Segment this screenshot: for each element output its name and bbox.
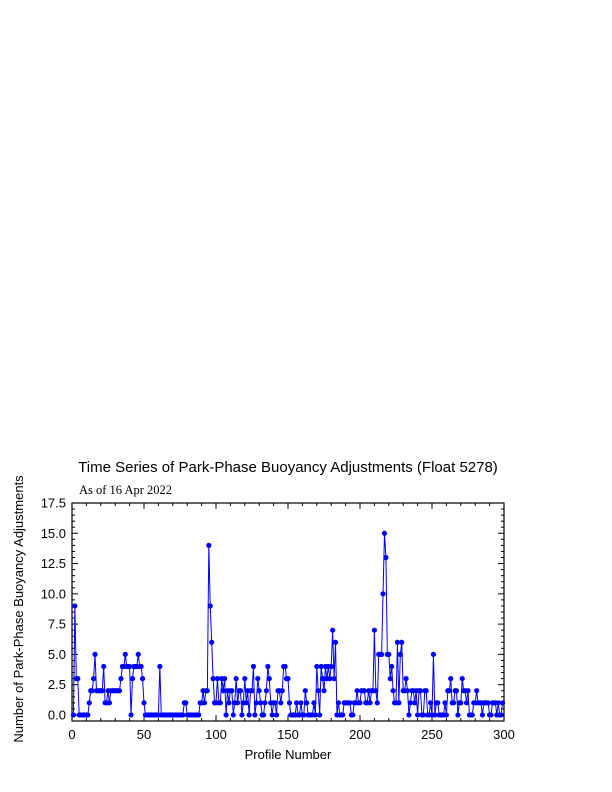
data-point bbox=[350, 712, 355, 717]
data-point bbox=[375, 700, 380, 705]
data-point bbox=[157, 664, 162, 669]
data-point bbox=[317, 712, 322, 717]
data-point bbox=[442, 700, 447, 705]
data-point bbox=[321, 688, 326, 693]
data-point bbox=[249, 688, 254, 693]
data-point bbox=[465, 688, 470, 693]
data-point bbox=[123, 652, 128, 657]
x-axis-label: Profile Number bbox=[244, 747, 332, 762]
data-point bbox=[242, 676, 247, 681]
data-point bbox=[316, 688, 321, 693]
data-point bbox=[329, 664, 334, 669]
data-point bbox=[107, 700, 112, 705]
data-point bbox=[406, 712, 411, 717]
data-point bbox=[261, 712, 266, 717]
series-line bbox=[73, 533, 502, 715]
x-tick-label: 100 bbox=[205, 727, 227, 742]
data-point bbox=[208, 603, 213, 608]
data-point bbox=[209, 640, 214, 645]
chart-title: Time Series of Park-Phase Buoyancy Adjustments (Float 5278) bbox=[78, 459, 498, 476]
data-point bbox=[499, 712, 504, 717]
y-tick-label: 0.0 bbox=[47, 707, 66, 723]
data-point bbox=[235, 700, 240, 705]
data-point bbox=[231, 712, 236, 717]
data-point bbox=[222, 676, 227, 681]
y-axis-label: Number of Park-Phase Buoyancy Adjustments bbox=[11, 475, 26, 743]
data-point bbox=[298, 700, 303, 705]
data-point bbox=[229, 688, 234, 693]
data-point bbox=[130, 676, 135, 681]
y-tick-label: 5.0 bbox=[47, 646, 66, 662]
data-point bbox=[265, 664, 270, 669]
data-point bbox=[331, 676, 336, 681]
data-point bbox=[379, 652, 384, 657]
y-tick-label: 12.5 bbox=[40, 556, 66, 572]
data-point bbox=[448, 676, 453, 681]
data-point bbox=[333, 640, 338, 645]
data-point bbox=[311, 700, 316, 705]
data-point bbox=[480, 712, 485, 717]
data-point bbox=[267, 676, 272, 681]
data-point bbox=[373, 688, 378, 693]
data-point bbox=[303, 688, 308, 693]
x-tick-label: 250 bbox=[421, 727, 443, 742]
data-point bbox=[226, 700, 231, 705]
data-point bbox=[280, 688, 285, 693]
data-point bbox=[458, 700, 463, 705]
data-point bbox=[255, 676, 260, 681]
data-point bbox=[71, 712, 76, 717]
data-point bbox=[389, 664, 394, 669]
data-point bbox=[383, 555, 388, 560]
data-point bbox=[470, 712, 475, 717]
data-point bbox=[399, 640, 404, 645]
data-point bbox=[391, 688, 396, 693]
data-point bbox=[238, 688, 243, 693]
data-point bbox=[262, 700, 267, 705]
data-point bbox=[183, 700, 188, 705]
data-point bbox=[85, 712, 90, 717]
x-tick-label: 200 bbox=[349, 727, 371, 742]
data-point bbox=[101, 664, 106, 669]
data-point bbox=[244, 700, 249, 705]
x-tick-label: 150 bbox=[277, 727, 299, 742]
y-tick-label: 15.0 bbox=[40, 525, 66, 541]
data-point bbox=[141, 700, 146, 705]
data-point bbox=[464, 700, 469, 705]
data-point bbox=[117, 688, 122, 693]
data-point bbox=[274, 712, 279, 717]
data-point bbox=[75, 676, 80, 681]
data-point bbox=[428, 700, 433, 705]
series-points bbox=[71, 531, 505, 718]
data-point bbox=[202, 700, 207, 705]
data-point bbox=[206, 543, 211, 548]
data-point bbox=[388, 676, 393, 681]
data-point bbox=[447, 688, 452, 693]
data-point bbox=[223, 712, 228, 717]
data-point bbox=[136, 652, 141, 657]
data-point bbox=[239, 712, 244, 717]
data-point bbox=[357, 700, 362, 705]
data-point bbox=[87, 700, 92, 705]
y-tick-label: 17.5 bbox=[40, 495, 66, 511]
plot-area bbox=[41, 496, 515, 743]
data-point bbox=[304, 700, 309, 705]
data-point bbox=[272, 700, 277, 705]
data-point bbox=[264, 688, 269, 693]
data-point bbox=[72, 603, 77, 608]
data-point bbox=[398, 652, 403, 657]
data-point bbox=[431, 652, 436, 657]
data-point bbox=[128, 712, 133, 717]
data-point bbox=[140, 676, 145, 681]
data-point bbox=[139, 664, 144, 669]
data-point bbox=[474, 688, 479, 693]
y-tick-label: 7.5 bbox=[47, 616, 66, 632]
data-point bbox=[330, 628, 335, 633]
data-point bbox=[285, 676, 290, 681]
data-point bbox=[460, 676, 465, 681]
data-point bbox=[380, 591, 385, 596]
data-point bbox=[92, 652, 97, 657]
x-tick-label: 0 bbox=[68, 727, 76, 742]
data-point bbox=[340, 712, 345, 717]
data-point bbox=[386, 652, 391, 657]
data-point bbox=[396, 700, 401, 705]
data-point bbox=[500, 700, 505, 705]
data-point bbox=[424, 688, 429, 693]
y-tick-label: 10.0 bbox=[40, 586, 66, 602]
data-point bbox=[488, 712, 493, 717]
x-tick-label: 50 bbox=[136, 727, 152, 742]
data-point bbox=[252, 712, 257, 717]
data-point bbox=[367, 700, 372, 705]
y-tick-label: 2.5 bbox=[47, 677, 66, 693]
data-point bbox=[278, 700, 283, 705]
data-point bbox=[118, 676, 123, 681]
data-point bbox=[403, 676, 408, 681]
data-point bbox=[100, 688, 105, 693]
data-point bbox=[251, 664, 256, 669]
data-point bbox=[444, 712, 449, 717]
data-point bbox=[454, 688, 459, 693]
data-point bbox=[382, 531, 387, 536]
data-point bbox=[336, 700, 341, 705]
data-point bbox=[205, 688, 210, 693]
data-point bbox=[283, 664, 288, 669]
data-point bbox=[435, 700, 440, 705]
data-point bbox=[218, 700, 223, 705]
x-tick-label: 300 bbox=[493, 727, 515, 742]
data-point bbox=[247, 712, 252, 717]
plot-frame bbox=[72, 503, 504, 721]
data-point bbox=[196, 712, 201, 717]
data-point bbox=[451, 700, 456, 705]
data-point bbox=[412, 700, 417, 705]
data-point bbox=[287, 700, 292, 705]
data-point bbox=[234, 676, 239, 681]
data-point bbox=[455, 712, 460, 717]
data-point bbox=[257, 688, 262, 693]
data-point bbox=[91, 676, 96, 681]
data-point bbox=[372, 628, 377, 633]
chart-subtitle: As of 16 Apr 2022 bbox=[79, 483, 173, 497]
